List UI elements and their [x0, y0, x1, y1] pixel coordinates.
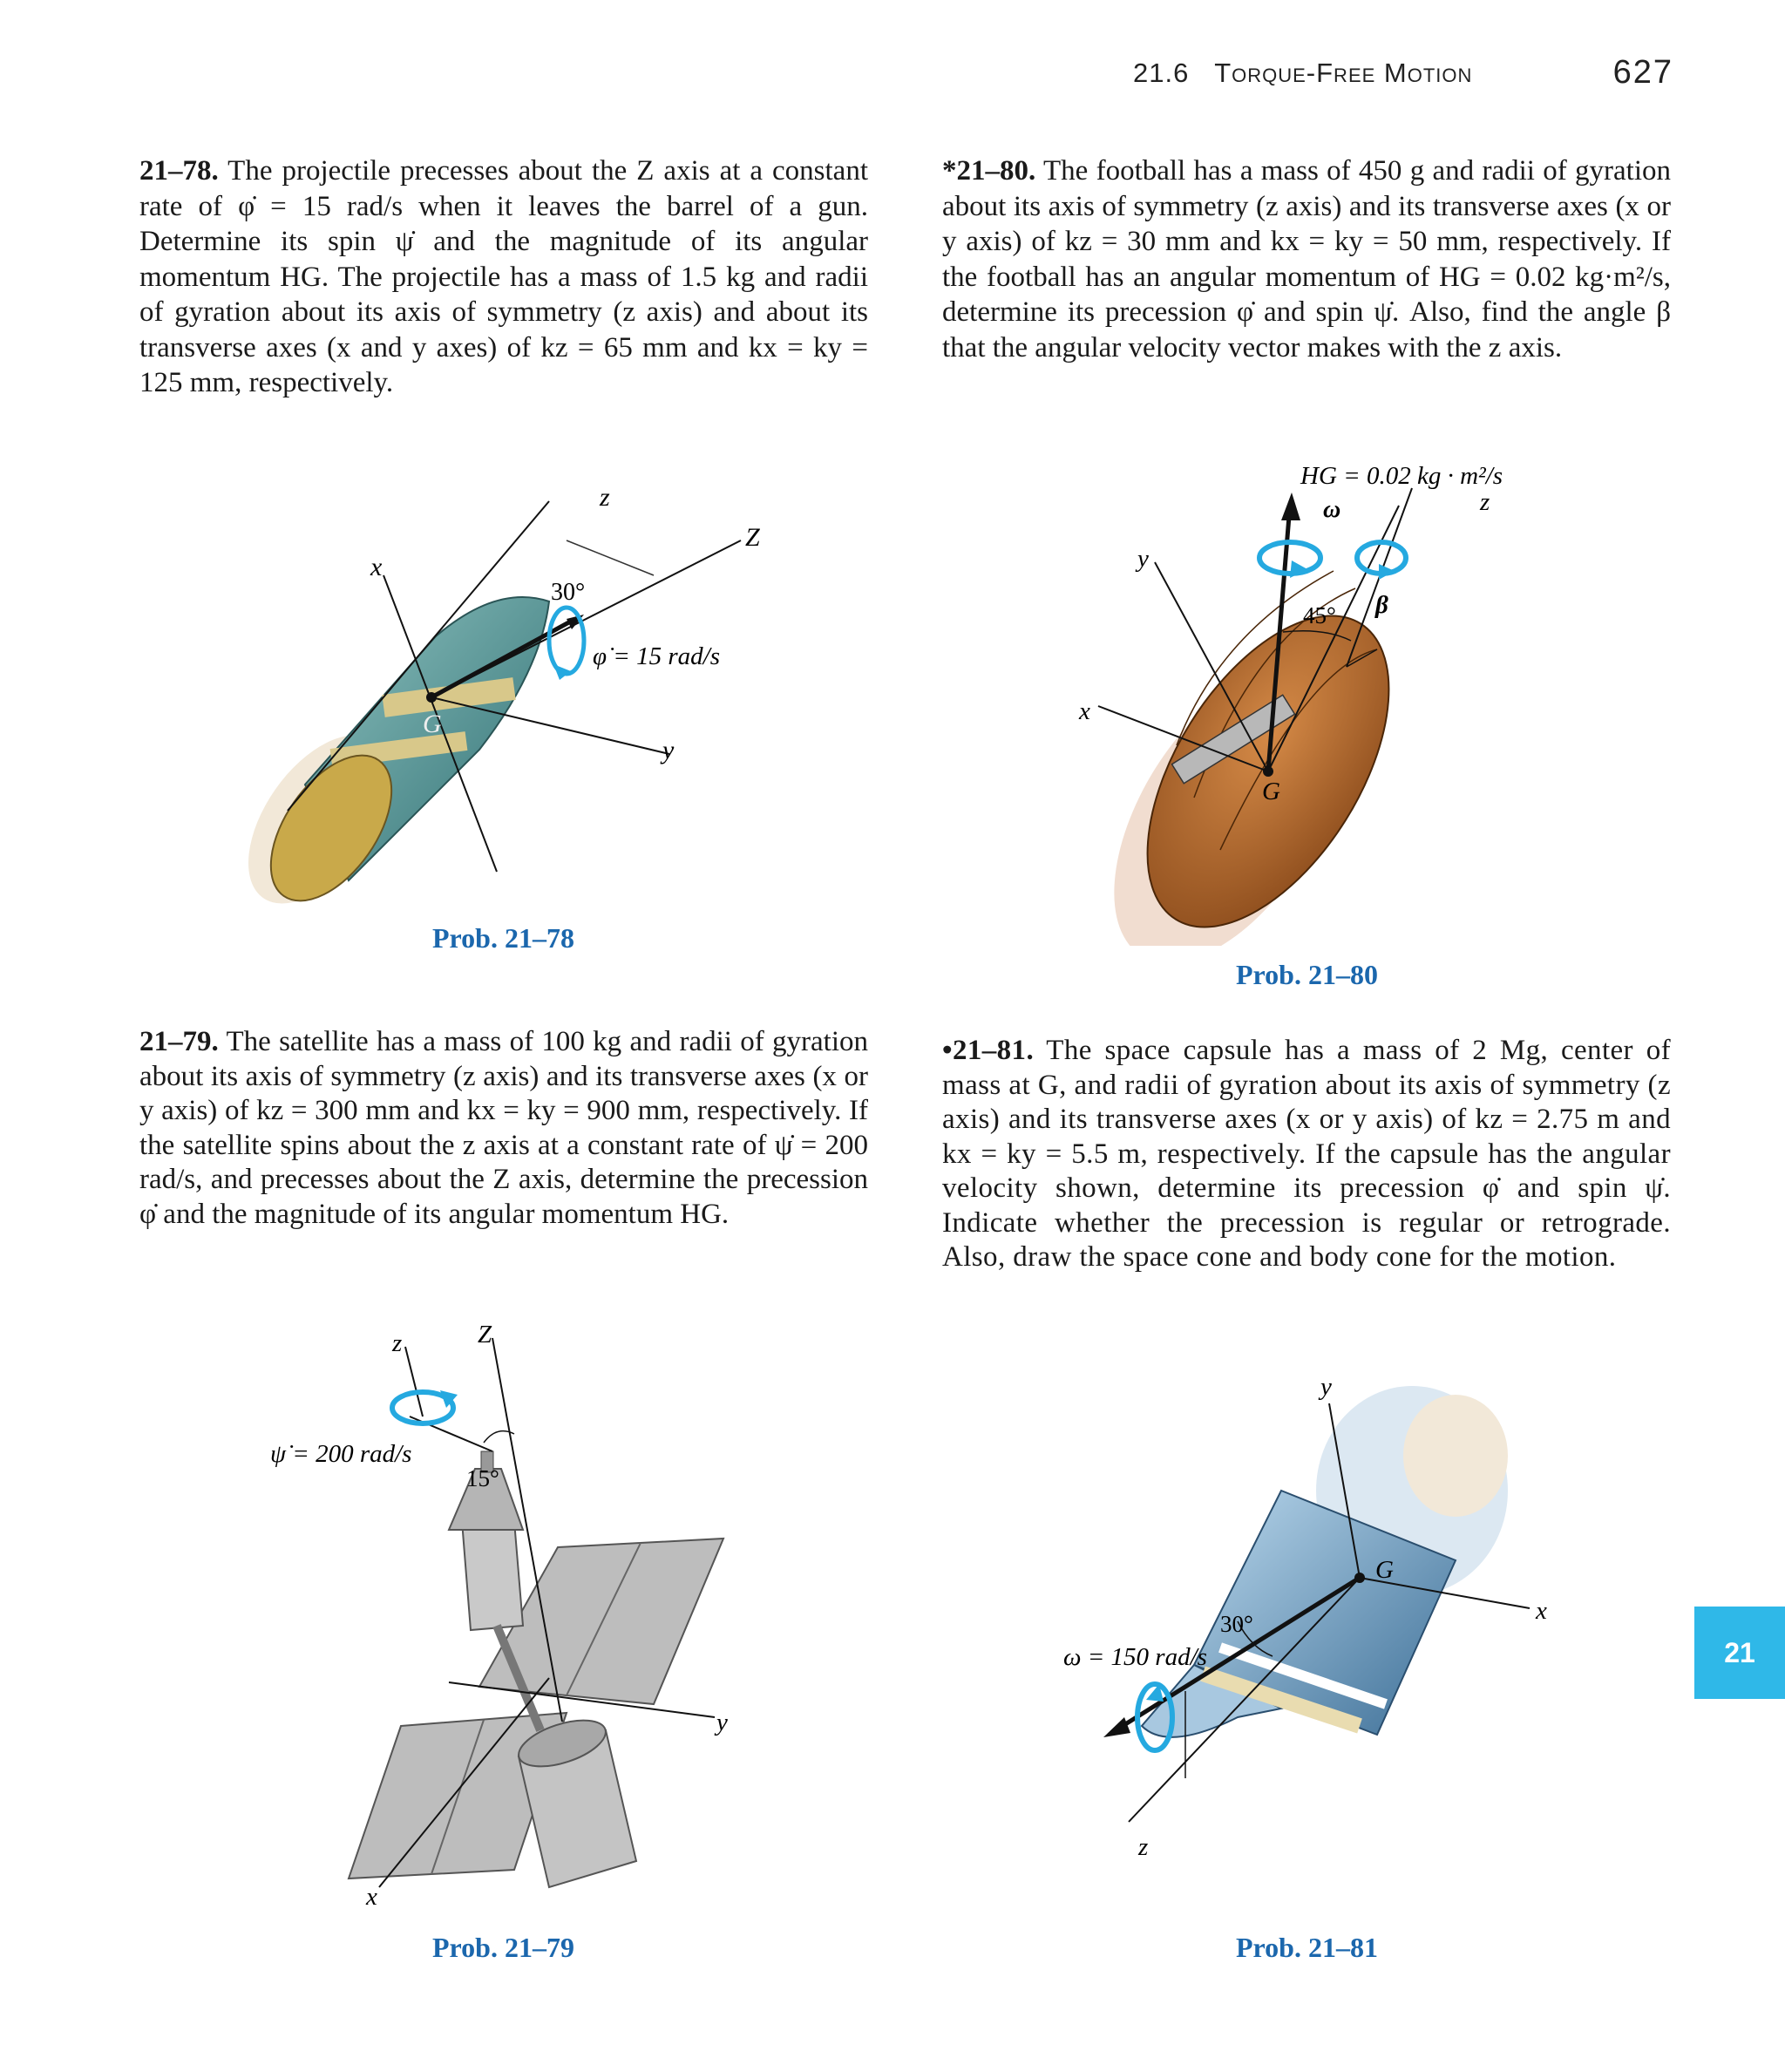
axis-label-x: x	[366, 1883, 377, 1911]
angle-label: 30°	[551, 579, 586, 606]
section-number: 21.6	[1133, 58, 1190, 88]
running-head	[1133, 58, 1472, 89]
problem-number: •21–81.	[942, 1035, 1035, 1066]
caption-21-78: Prob. 21–78	[432, 922, 574, 954]
problem-number: 21–79.	[139, 1026, 219, 1057]
rate-label: φ̇ = 15 rad/s	[593, 642, 720, 670]
problem-number: 21–78.	[139, 155, 219, 187]
momentum-label: HG = 0.02 kg · m²/s	[1300, 462, 1503, 490]
problem-21-79	[139, 1025, 868, 1232]
angle-label: 30°	[1220, 1611, 1253, 1637]
caption-21-79: Prob. 21–79	[432, 1932, 574, 1963]
axis-label-y: y	[662, 736, 675, 764]
axis-label-x: x	[1079, 697, 1090, 725]
figure-21-79	[261, 1312, 784, 1922]
caption-21-81: Prob. 21–81	[1236, 1932, 1378, 1963]
center-label-G: G	[1262, 778, 1280, 805]
axis-label-y: y	[716, 1709, 728, 1736]
axis-label-z: z	[1480, 488, 1490, 516]
axis-label-z: z	[392, 1329, 403, 1357]
axis-label-x: x	[370, 553, 383, 581]
section-title: Torque-Free Motion	[1214, 58, 1473, 88]
caption-21-80: Prob. 21–80	[1236, 959, 1378, 990]
axis-label-y: y	[1320, 1373, 1332, 1401]
rate-label: ω = 150 rad/s	[1063, 1643, 1207, 1671]
figure-21-78	[235, 471, 776, 941]
problem-text: The satellite has a mass of 100 kg and radii of gyration about its axis of symmetry (z axis) and its transverse axes (x or y axis) of kz = 300 mm and kx = ky = 900 mm, respectively. If the satellite spins about the z axis at a constant rate of ψ̇ = 200 rad/s, and precesses about the Z axis, determine the precession φ̇ and the magnitude of its angular momentum HG.	[139, 1026, 869, 1230]
axis-label-x: x	[1536, 1597, 1547, 1625]
problem-21-81	[942, 1034, 1671, 1275]
problem-text: The space capsule has a mass of 2 Mg, center of mass at G, and radii of gyration about its axis of symmetry (z axis) and its transverse axes (x or y axis) of kz = 2.75 m and kx = ky = 5.5 m, respectively. If the capsule has the angular velocity shown, determine its precession φ̇ and spin ψ̇. Indicate whether the precession is regular or retrograde. Also, draw the space cone and body cone for the motion.	[942, 1035, 1671, 1273]
axis-label-Z: Z	[478, 1321, 492, 1348]
page-number: 627	[1612, 54, 1673, 91]
omega-label: ω	[1323, 496, 1341, 523]
beta-label: β	[1375, 591, 1388, 619]
problem-21-78	[139, 153, 868, 401]
center-label-G: G	[423, 710, 442, 738]
axis-label-z: z	[1138, 1833, 1149, 1861]
problem-text: The football has a mass of 450 g and radii of gyration about its axis of symmetry (z axis) and its transverse axes (x or y axis) of kz = 30 mm and kx = ky = 50 mm, respectively. If the football has an angular momentum of HG = 0.02 kg·m²/s, determine its precession φ̇ and spin ψ̇. Also, find the angle β that the angular velocity vector makes with the z axis.	[942, 155, 1672, 363]
figure-21-80	[1046, 458, 1534, 946]
axis-label-y: y	[1137, 545, 1149, 573]
angle-label: 45°	[1303, 602, 1336, 628]
axis-label-z: z	[600, 483, 610, 512]
angle-label: 15°	[466, 1465, 499, 1491]
figure-21-81	[1046, 1360, 1586, 1865]
center-label-G: G	[1375, 1556, 1394, 1584]
chapter-tab[interactable]	[1694, 1607, 1785, 1699]
rate-label: ψ̇ = 200 rad/s	[270, 1440, 412, 1468]
problem-21-80	[942, 153, 1671, 365]
problem-text: The projectile precesses about the Z axis at a constant rate of φ̇ = 15 rad/s when it leaves the barrel of a gun. Determine its spin ψ̇ and the magnitude of its angular momentum HG. The projectile has a mass of 1.5 kg and radii of gyration about its axis of symmetry (z axis) and about its transverse axes (x and y axes) of kz = 65 mm and kx = ky = 125 mm, respectively.	[139, 155, 868, 398]
axis-label-Z: Z	[745, 523, 760, 552]
problem-number: *21–80.	[942, 155, 1036, 187]
chapter-tab-label: 21	[1724, 1636, 1755, 1668]
